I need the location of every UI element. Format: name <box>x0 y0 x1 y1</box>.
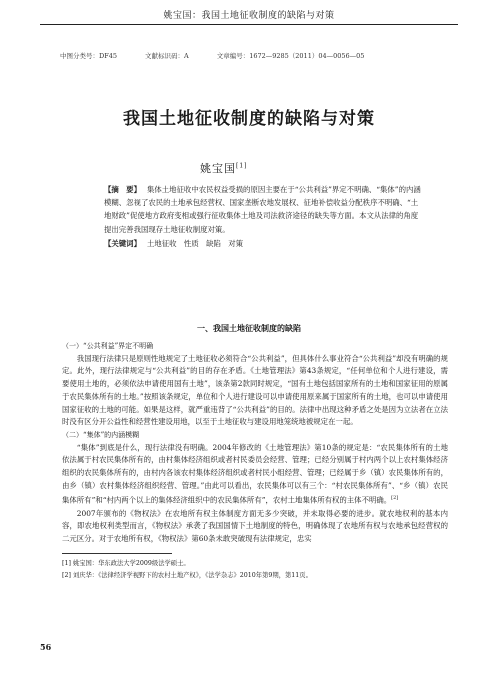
footnote-2: [2] 刘庆华：《法律经济学视野下的农村土地产权》，《法学杂志》2010年第9期，第11页。 <box>62 572 312 579</box>
keywords-text: 土地征收 性质 缺陷 对策 <box>146 238 244 248</box>
paragraph-2 <box>62 442 448 508</box>
page-number: 56 <box>40 642 52 652</box>
body-text <box>62 340 448 546</box>
running-head: 姚宝国：我国土地征收制度的缺陷与对策 <box>163 11 335 21</box>
section-title: 一、我国土地征收制度的缺陷 <box>197 324 301 333</box>
class-number: 中图分类号：DF45 <box>60 52 117 60</box>
abstract-body <box>104 183 422 236</box>
abstract-text: 集体土地征收中农民权益受损的原因主要在于“公共利益”界定不明确、“集体”的内涵模糊、忽视了农民的土地承包经营权、国家垄断农地发展权、征地补偿收益分配秩序不明确、“土地财政”促使地方政府变相或强行征收集体土地及司法救济途径的缺失等方面。本文从法律的角度提出完善我国现存土地征收制度对策。 <box>104 185 421 234</box>
doc-code: 文献标识码：A <box>145 52 189 60</box>
subheading-2: （二）“集体”的内涵模糊 <box>62 430 140 439</box>
footnotes <box>62 558 448 582</box>
paragraph-3: 2007年颁布的《物权法》在农地所有权主体制度方面无多少突破，并未取得必要的进步。就农地权利的基本内容，即农地权利类型而言，《物权法》承袭了我国国情下土地制度的特色，明确体现了农地所有权与农地承包经营权的二元区分。对于农地所有权，《物权法》第60条未敢突破现有法律规定，忠实 <box>62 508 448 544</box>
article-number: 文章编号：1672—9285（2011）04—0056—05 <box>216 52 365 60</box>
article-title: 我国土地征收制度的缺陷与对策 <box>123 109 375 129</box>
author <box>200 160 248 176</box>
author-note-marker: [1] <box>236 162 248 170</box>
author-name: 姚宝国 <box>200 162 236 175</box>
header-rule <box>40 24 458 25</box>
paragraph-1: 我国现行法律只是原则性地规定了土地征收必须符合“公共利益”，但具体什么事业符合“公共利益”却没有明确的规定。此外，现行法律规定与“公共利益”的目的存在矛盾。《土地管理法》第43条规定，“任何单位和个人进行建设，需要使用土地的，必须依法申请使用国有土地”，该条第2款同时规定，“国有土地包括国家所有的土地和国家征用的原属于农民集体所有的土地。”按照该条规定，单位和个人进行建设可以申请使用原来属于国家所有的土地，也可以申请使用国家征收的土地的可能。如果是这样，就严重违背了“公共利益”的目的。法律中出现这种矛盾之处是因为立法者在立法时没有区分开公益性和经营性建设用地，以至于土地征收与建设用地笼统地被规定在一起。 <box>62 353 448 427</box>
keywords <box>104 237 422 250</box>
keywords-label: 【关键词】 <box>104 238 141 248</box>
footnote-marker-2: [2] <box>391 495 399 502</box>
abstract <box>104 183 422 250</box>
subheading-1: （一）“公共利益”界定不明确 <box>62 342 154 350</box>
abstract-label: 【摘 要】 <box>104 185 141 194</box>
footnote-1: [1] 姚宝国：华东政法大学2009级法学硕士。 <box>62 560 190 567</box>
article-meta <box>60 51 460 60</box>
paragraph-2-text: “集体”到底是什么，现行法律没有明确。2004年修改的《土地管理法》第10条的规定是：“农民集体所有的土地依法属于村农民集体所有的，由村集体经济组织或者村民委员会经营、管理；已经分别属于村内两个以上农村集体经济组织的农民集体所有的，由村内各该农村集体经济组织或者村民小组经营、管理；已经属于乡（镇）农民集体所有的，由乡（镇）农村集体经济组织经营、管理。”由此可以看出，农民集体可以有三个：“村农民集体所有”、“乡（镇）农民集体所有”和“村内两个以上的集体经济组织中的农民集体所有”，农村土地集体所有权的主体不明确。 <box>62 442 448 505</box>
footnote-rule <box>62 553 172 554</box>
